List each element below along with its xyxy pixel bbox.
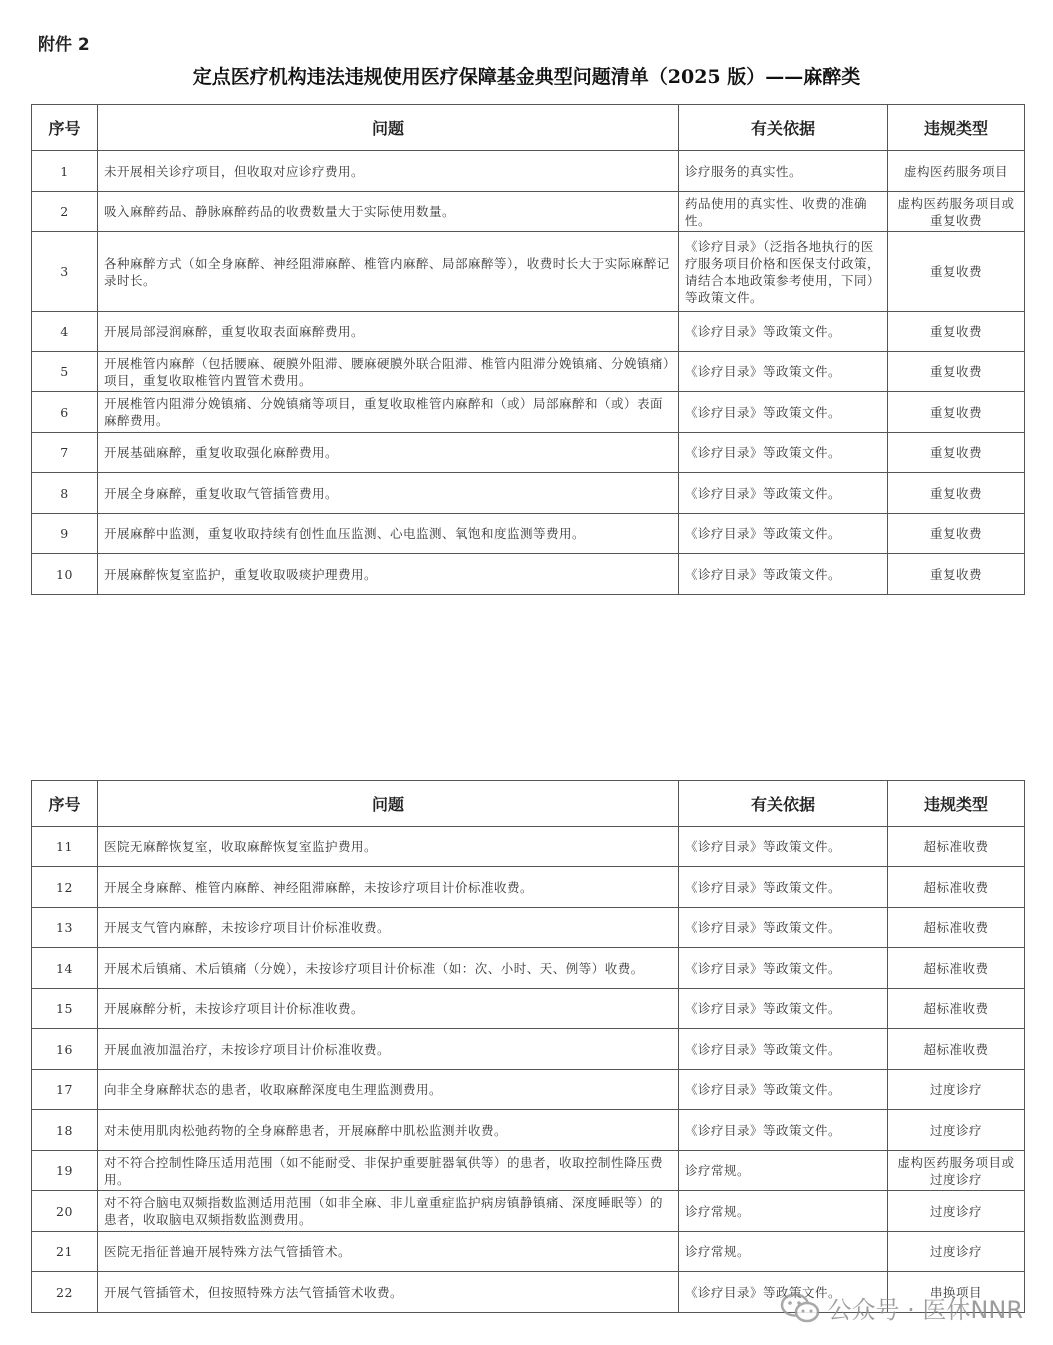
row-problem: 对不符合控制性降压适用范围（如不能耐受、非保护重要脏器氧供等）的患者，收取控制性降压费用。 (98, 1151, 679, 1191)
row-number: 14 (32, 948, 98, 989)
header-type: 违规类型 (888, 105, 1025, 151)
table-row (32, 1110, 1025, 1151)
row-violation-type: 超标准收费 (888, 948, 1025, 989)
watermark (780, 1290, 1023, 1325)
row-problem: 未开展相关诊疗项目，但收取对应诊疗费用。 (98, 151, 679, 192)
table-header-row (32, 105, 1025, 151)
row-basis: 《诊疗目录》等政策文件。 (679, 473, 888, 514)
row-violation-type: 重复收费 (888, 473, 1025, 514)
row-problem: 开展基础麻醉，重复收取强化麻醉费用。 (98, 433, 679, 473)
row-number: 9 (32, 514, 98, 554)
row-number: 13 (32, 908, 98, 948)
row-violation-type: 超标准收费 (888, 989, 1025, 1029)
row-problem: 开展局部浸润麻醉，重复收取表面麻醉费用。 (98, 312, 679, 352)
header-no: 序号 (32, 105, 98, 151)
table-row (32, 514, 1025, 554)
row-basis: 药品使用的真实性、收费的准确性。 (679, 192, 888, 232)
row-number: 21 (32, 1232, 98, 1272)
document-title: 定点医疗机构违法违规使用医疗保障基金典型问题清单（2025 版）——麻醉类 (192, 66, 861, 88)
table-row (32, 554, 1025, 595)
row-number: 5 (32, 352, 98, 392)
row-violation-type: 超标准收费 (888, 908, 1025, 948)
table-row (32, 433, 1025, 473)
row-basis: 《诊疗目录》（泛指各地执行的医疗服务项目价格和医保支付政策，请结合本地政策参考使用，下同）等政策文件。 (679, 232, 888, 312)
row-violation-type: 重复收费 (888, 433, 1025, 473)
table-row (32, 1029, 1025, 1070)
row-violation-type: 过度诊疗 (888, 1191, 1025, 1232)
row-number: 6 (32, 392, 98, 433)
row-problem: 医院无麻醉恢复室，收取麻醉恢复室监护费用。 (98, 827, 679, 867)
row-number: 15 (32, 989, 98, 1029)
table-row (32, 352, 1025, 392)
row-basis: 《诊疗目录》等政策文件。 (679, 1110, 888, 1151)
row-violation-type: 重复收费 (888, 554, 1025, 595)
row-problem: 对未使用肌肉松弛药物的全身麻醉患者，开展麻醉中肌松监测并收费。 (98, 1110, 679, 1151)
problem-table-1 (31, 104, 1025, 595)
row-violation-type: 重复收费 (888, 232, 1025, 312)
table-row (32, 1191, 1025, 1232)
row-basis: 《诊疗目录》等政策文件。 (679, 1272, 888, 1313)
row-violation-type: 超标准收费 (888, 827, 1025, 867)
row-basis: 《诊疗目录》等政策文件。 (679, 1029, 888, 1070)
table-body-1 (32, 151, 1025, 595)
table-row (32, 867, 1025, 908)
row-problem: 开展术后镇痛、术后镇痛（分娩），未按诊疗项目计价标准（如：次、小时、天、例等）收费。 (98, 948, 679, 989)
table-row (32, 392, 1025, 433)
row-violation-type: 重复收费 (888, 514, 1025, 554)
table-header-row (32, 781, 1025, 827)
row-violation-type: 虚构医药服务项目或过度诊疗 (888, 1151, 1025, 1191)
header-no: 序号 (32, 781, 98, 827)
row-problem: 开展麻醉分析，未按诊疗项目计价标准收费。 (98, 989, 679, 1029)
header-basis: 有关依据 (679, 105, 888, 151)
row-basis: 诊疗常规。 (679, 1232, 888, 1272)
row-number: 22 (32, 1272, 98, 1313)
row-basis: 《诊疗目录》等政策文件。 (679, 433, 888, 473)
row-problem: 对不符合脑电双频指数监测适用范围（如非全麻、非儿童重症监护病房镇静镇痛、深度睡眠等）的患者，收取脑电双频指数监测费用。 (98, 1191, 679, 1232)
row-number: 19 (32, 1151, 98, 1191)
row-violation-type: 超标准收费 (888, 867, 1025, 908)
row-number: 2 (32, 192, 98, 232)
table-row (32, 192, 1025, 232)
row-problem: 吸入麻醉药品、静脉麻醉药品的收费数量大于实际使用数量。 (98, 192, 679, 232)
row-number: 12 (32, 867, 98, 908)
row-problem: 开展椎管内麻醉（包括腰麻、硬膜外阻滞、腰麻硬膜外联合阻滞、椎管内阻滞分娩镇痛、分娩镇痛）项目，重复收取椎管内置管术费用。 (98, 352, 679, 392)
row-problem: 开展全身麻醉、椎管内麻醉、神经阻滞麻醉，未按诊疗项目计价标准收费。 (98, 867, 679, 908)
table-row (32, 312, 1025, 352)
row-violation-type: 重复收费 (888, 392, 1025, 433)
row-problem: 医院无指征普遍开展特殊方法气管插管术。 (98, 1232, 679, 1272)
table-row (32, 948, 1025, 989)
table-row (32, 1151, 1025, 1191)
header-problem: 问题 (98, 105, 679, 151)
row-problem: 各种麻醉方式（如全身麻醉、神经阻滞麻醉、椎管内麻醉、局部麻醉等），收费时长大于实际麻醉记录时长。 (98, 232, 679, 312)
table-body-2 (32, 827, 1025, 1313)
row-basis: 诊疗常规。 (679, 1191, 888, 1232)
row-basis: 《诊疗目录》等政策文件。 (679, 392, 888, 433)
row-problem: 向非全身麻醉状态的患者，收取麻醉深度电生理监测费用。 (98, 1070, 679, 1110)
row-violation-type: 串换项目 (888, 1272, 1025, 1313)
table-row (32, 908, 1025, 948)
row-basis: 《诊疗目录》等政策文件。 (679, 989, 888, 1029)
row-violation-type: 重复收费 (888, 352, 1025, 392)
wechat-icon (780, 1292, 820, 1324)
row-number: 8 (32, 473, 98, 514)
row-basis: 《诊疗目录》等政策文件。 (679, 908, 888, 948)
row-violation-type: 过度诊疗 (888, 1070, 1025, 1110)
row-number: 1 (32, 151, 98, 192)
table-row (32, 1070, 1025, 1110)
row-number: 3 (32, 232, 98, 312)
row-problem: 开展麻醉恢复室监护，重复收取吸痰护理费用。 (98, 554, 679, 595)
row-violation-type: 过度诊疗 (888, 1110, 1025, 1151)
row-basis: 《诊疗目录》等政策文件。 (679, 827, 888, 867)
row-problem: 开展血液加温治疗，未按诊疗项目计价标准收费。 (98, 1029, 679, 1070)
problem-table-2 (31, 780, 1025, 1313)
table-row (32, 473, 1025, 514)
row-basis: 《诊疗目录》等政策文件。 (679, 312, 888, 352)
row-violation-type: 虚构医药服务项目 (888, 151, 1025, 192)
row-violation-type: 超标准收费 (888, 1029, 1025, 1070)
row-number: 4 (32, 312, 98, 352)
table-row (32, 827, 1025, 867)
table-row (32, 989, 1025, 1029)
row-basis: 《诊疗目录》等政策文件。 (679, 554, 888, 595)
row-number: 18 (32, 1110, 98, 1151)
header-type: 违规类型 (888, 781, 1025, 827)
row-problem: 开展支气管内麻醉，未按诊疗项目计价标准收费。 (98, 908, 679, 948)
attachment-label: 附件 2 (38, 35, 90, 55)
row-number: 10 (32, 554, 98, 595)
row-basis: 《诊疗目录》等政策文件。 (679, 948, 888, 989)
row-violation-type: 过度诊疗 (888, 1232, 1025, 1272)
row-basis: 《诊疗目录》等政策文件。 (679, 1070, 888, 1110)
row-basis: 《诊疗目录》等政策文件。 (679, 352, 888, 392)
table-row (32, 151, 1025, 192)
row-problem: 开展气管插管术，但按照特殊方法气管插管术收费。 (98, 1272, 679, 1313)
header-basis: 有关依据 (679, 781, 888, 827)
row-basis: 《诊疗目录》等政策文件。 (679, 514, 888, 554)
row-problem: 开展全身麻醉，重复收取气管插管费用。 (98, 473, 679, 514)
table-row (32, 232, 1025, 312)
row-basis: 《诊疗目录》等政策文件。 (679, 867, 888, 908)
row-problem: 开展麻醉中监测，重复收取持续有创性血压监测、心电监测、氧饱和度监测等费用。 (98, 514, 679, 554)
row-number: 7 (32, 433, 98, 473)
row-problem: 开展椎管内阻滞分娩镇痛、分娩镇痛等项目，重复收取椎管内麻醉和（或）局部麻醉和（或）表面麻醉费用。 (98, 392, 679, 433)
header-problem: 问题 (98, 781, 679, 827)
row-basis: 诊疗常规。 (679, 1151, 888, 1191)
row-number: 11 (32, 827, 98, 867)
row-number: 17 (32, 1070, 98, 1110)
row-basis: 诊疗服务的真实性。 (679, 151, 888, 192)
table-row (32, 1232, 1025, 1272)
row-violation-type: 虚构医药服务项目或重复收费 (888, 192, 1025, 232)
row-number: 20 (32, 1191, 98, 1232)
row-violation-type: 重复收费 (888, 312, 1025, 352)
watermark-text: 公众号 · 医休NNR (827, 1296, 1023, 1324)
row-number: 16 (32, 1029, 98, 1070)
